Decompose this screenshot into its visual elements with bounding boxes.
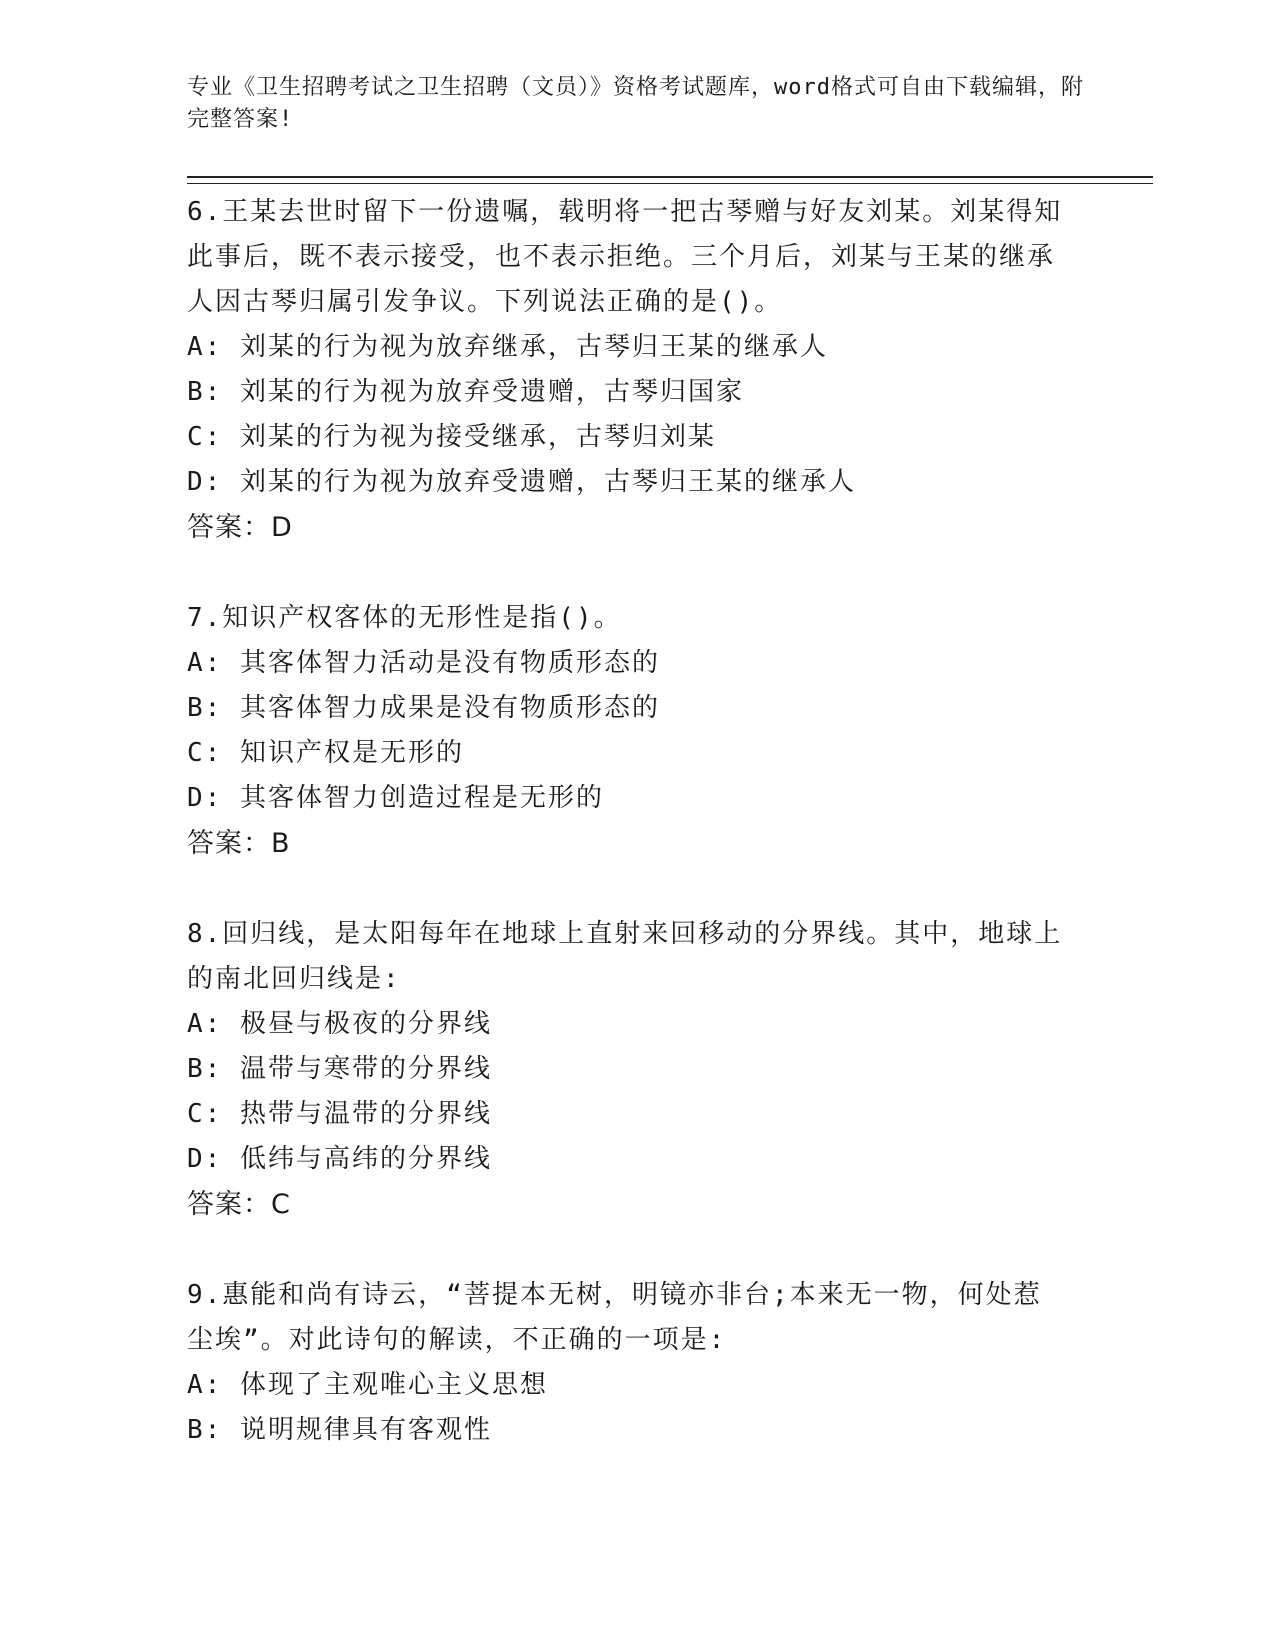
question-stem: 6.王某去世时留下一份遗嘱，载明将一把古琴赠与好友刘某。刘某得知此事后，既不表示接受，也不表示拒绝。三个月后，刘某与王某的继承人因古琴归属引发争议。下列说法正确的是()。 [187,197,1063,317]
option-d: D: 其客体智力创造过程是无形的 [187,783,604,813]
option-a: A: 体现了主观唯心主义思想 [187,1370,548,1400]
option-b: B: 温带与寒带的分界线 [187,1054,492,1084]
question-9 [187,1273,1067,1453]
option-b: B: 说明规律具有客观性 [187,1415,492,1445]
answer-label: 答案：C [187,1189,291,1220]
question-stem: 8.回归线，是太阳每年在地球上直射来回移动的分界线。其中，地球上的南北回归线是: [187,919,1063,994]
option-a: A: 其客体智力活动是没有物质形态的 [187,648,660,678]
question-list [187,190,1067,1453]
option-d: D: 低纬与高纬的分界线 [187,1144,492,1174]
header-divider [187,176,1153,184]
option-a: A: 刘某的行为视为放弃继承，古琴归王某的继承人 [187,332,828,362]
option-b: B: 刘某的行为视为放弃受遗赠，古琴归国家 [187,377,744,407]
question-6 [187,190,1067,550]
option-a: A: 极昼与极夜的分界线 [187,1009,492,1039]
question-8 [187,912,1067,1227]
option-c: C: 刘某的行为视为接受继承，古琴归刘某 [187,422,716,452]
question-stem: 9.惠能和尚有诗云，“菩提本无树，明镜亦非台;本来无一物，何处惹尘埃”。对此诗句的解读，不正确的一项是: [187,1280,1042,1355]
option-d: D: 刘某的行为视为放弃受遗赠，古琴归王某的继承人 [187,467,856,497]
answer-label: 答案：B [187,828,291,859]
question-7 [187,596,1067,866]
option-b: B: 其客体智力成果是没有物质形态的 [187,693,660,723]
question-stem: 7.知识产权客体的无形性是指()。 [187,603,622,633]
document-header: 专业《卫生招聘考试之卫生招聘（文员）》资格考试题库，word格式可自由下载编辑，附完整答案! [187,75,1084,132]
option-c: C: 热带与温带的分界线 [187,1099,492,1129]
answer-label: 答案：D [187,512,293,543]
option-c: C: 知识产权是无形的 [187,738,464,768]
